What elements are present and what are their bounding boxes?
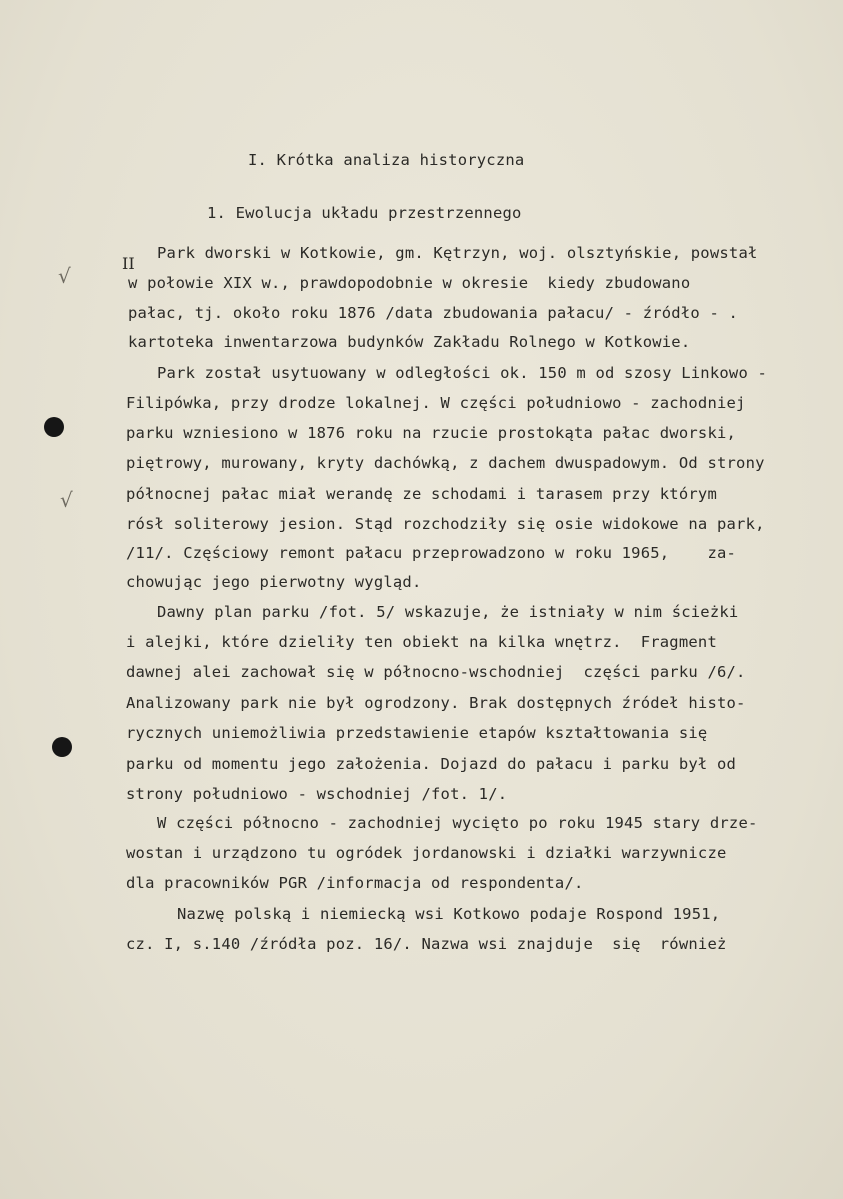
- text-line: rósł soliterowy jesion. Stąd rozchodziły się osie widokowe na park,: [126, 515, 765, 533]
- text-line: dawnej alei zachował się w północno-wschodniej części parku /6/.: [126, 663, 746, 681]
- text-line: /11/. Częściowy remont pałacu przeprowadzono w roku 1965, za-: [126, 544, 737, 562]
- text-line: pałac, tj. około roku 1876 /data zbudowania pałacu/ - źródło - .: [128, 304, 739, 322]
- subsection-heading: 1. Ewolucja układu przestrzennego: [207, 204, 522, 222]
- text-line: północnej pałac miał werandę ze schodami i tarasem przy którym: [126, 485, 717, 503]
- text-line: Nazwę polską i niemiecką wsi Kotkowo podaje Rospond 1951,: [177, 905, 721, 923]
- text-line: rycznych uniemożliwia przedstawienie etapów kształtowania się: [126, 724, 708, 742]
- text-line: wostan i urządzono tu ogródek jordanowski i działki warzywnicze: [126, 844, 727, 862]
- text-line: w połowie XIX w., prawdopodobnie w okresie kiedy zbudowano: [128, 274, 691, 292]
- text-line: chowując jego pierwotny wygląd.: [126, 573, 422, 591]
- text-line: strony południowo - wschodniej /fot. 1/.: [126, 785, 508, 803]
- text-line: i alejki, które dzieliły ten obiekt na kilka wnętrz. Fragment: [126, 633, 717, 651]
- text-line: Park został usytuowany w odległości ok. 150 m od szosy Linkowo -: [157, 364, 768, 382]
- text-line: parku od momentu jego założenia. Dojazd do pałacu i parku był od: [126, 755, 737, 773]
- text-line: kartoteka inwentarzowa budynków Zakładu Rolnego w Kotkowie.: [128, 333, 691, 351]
- punch-hole: [44, 417, 64, 437]
- text-line: parku wzniesiono w 1876 roku na rzucie prostokąta pałac dworski,: [126, 424, 737, 442]
- text-line: Park dworski w Kotkowie, gm. Kętrzyn, woj. olsztyńskie, powstał: [157, 244, 758, 262]
- section-heading: I. Krótka analiza historyczna: [248, 151, 525, 169]
- margin-annotation: II: [122, 254, 135, 273]
- text-line: Analizowany park nie był ogrodzony. Brak dostępnych źródeł histo-: [126, 694, 746, 712]
- margin-tick-mark: √: [58, 264, 71, 288]
- text-line: Filipówka, przy drodze lokalnej. W części południowo - zachodniej: [126, 394, 746, 412]
- text-line: dla pracowników PGR /informacja od respondenta/.: [126, 874, 584, 892]
- text-line: Dawny plan parku /fot. 5/ wskazuje, że istniały w nim ścieżki: [157, 603, 739, 621]
- text-line: cz. I, s.140 /źródła poz. 16/. Nazwa wsi znajduje się również: [126, 935, 727, 953]
- punch-hole: [52, 737, 72, 757]
- margin-tick-mark: √: [60, 488, 73, 512]
- text-line: W części północno - zachodniej wycięto po roku 1945 stary drze-: [157, 814, 758, 832]
- text-line: piętrowy, murowany, kryty dachówką, z dachem dwuspadowym. Od strony: [126, 454, 765, 472]
